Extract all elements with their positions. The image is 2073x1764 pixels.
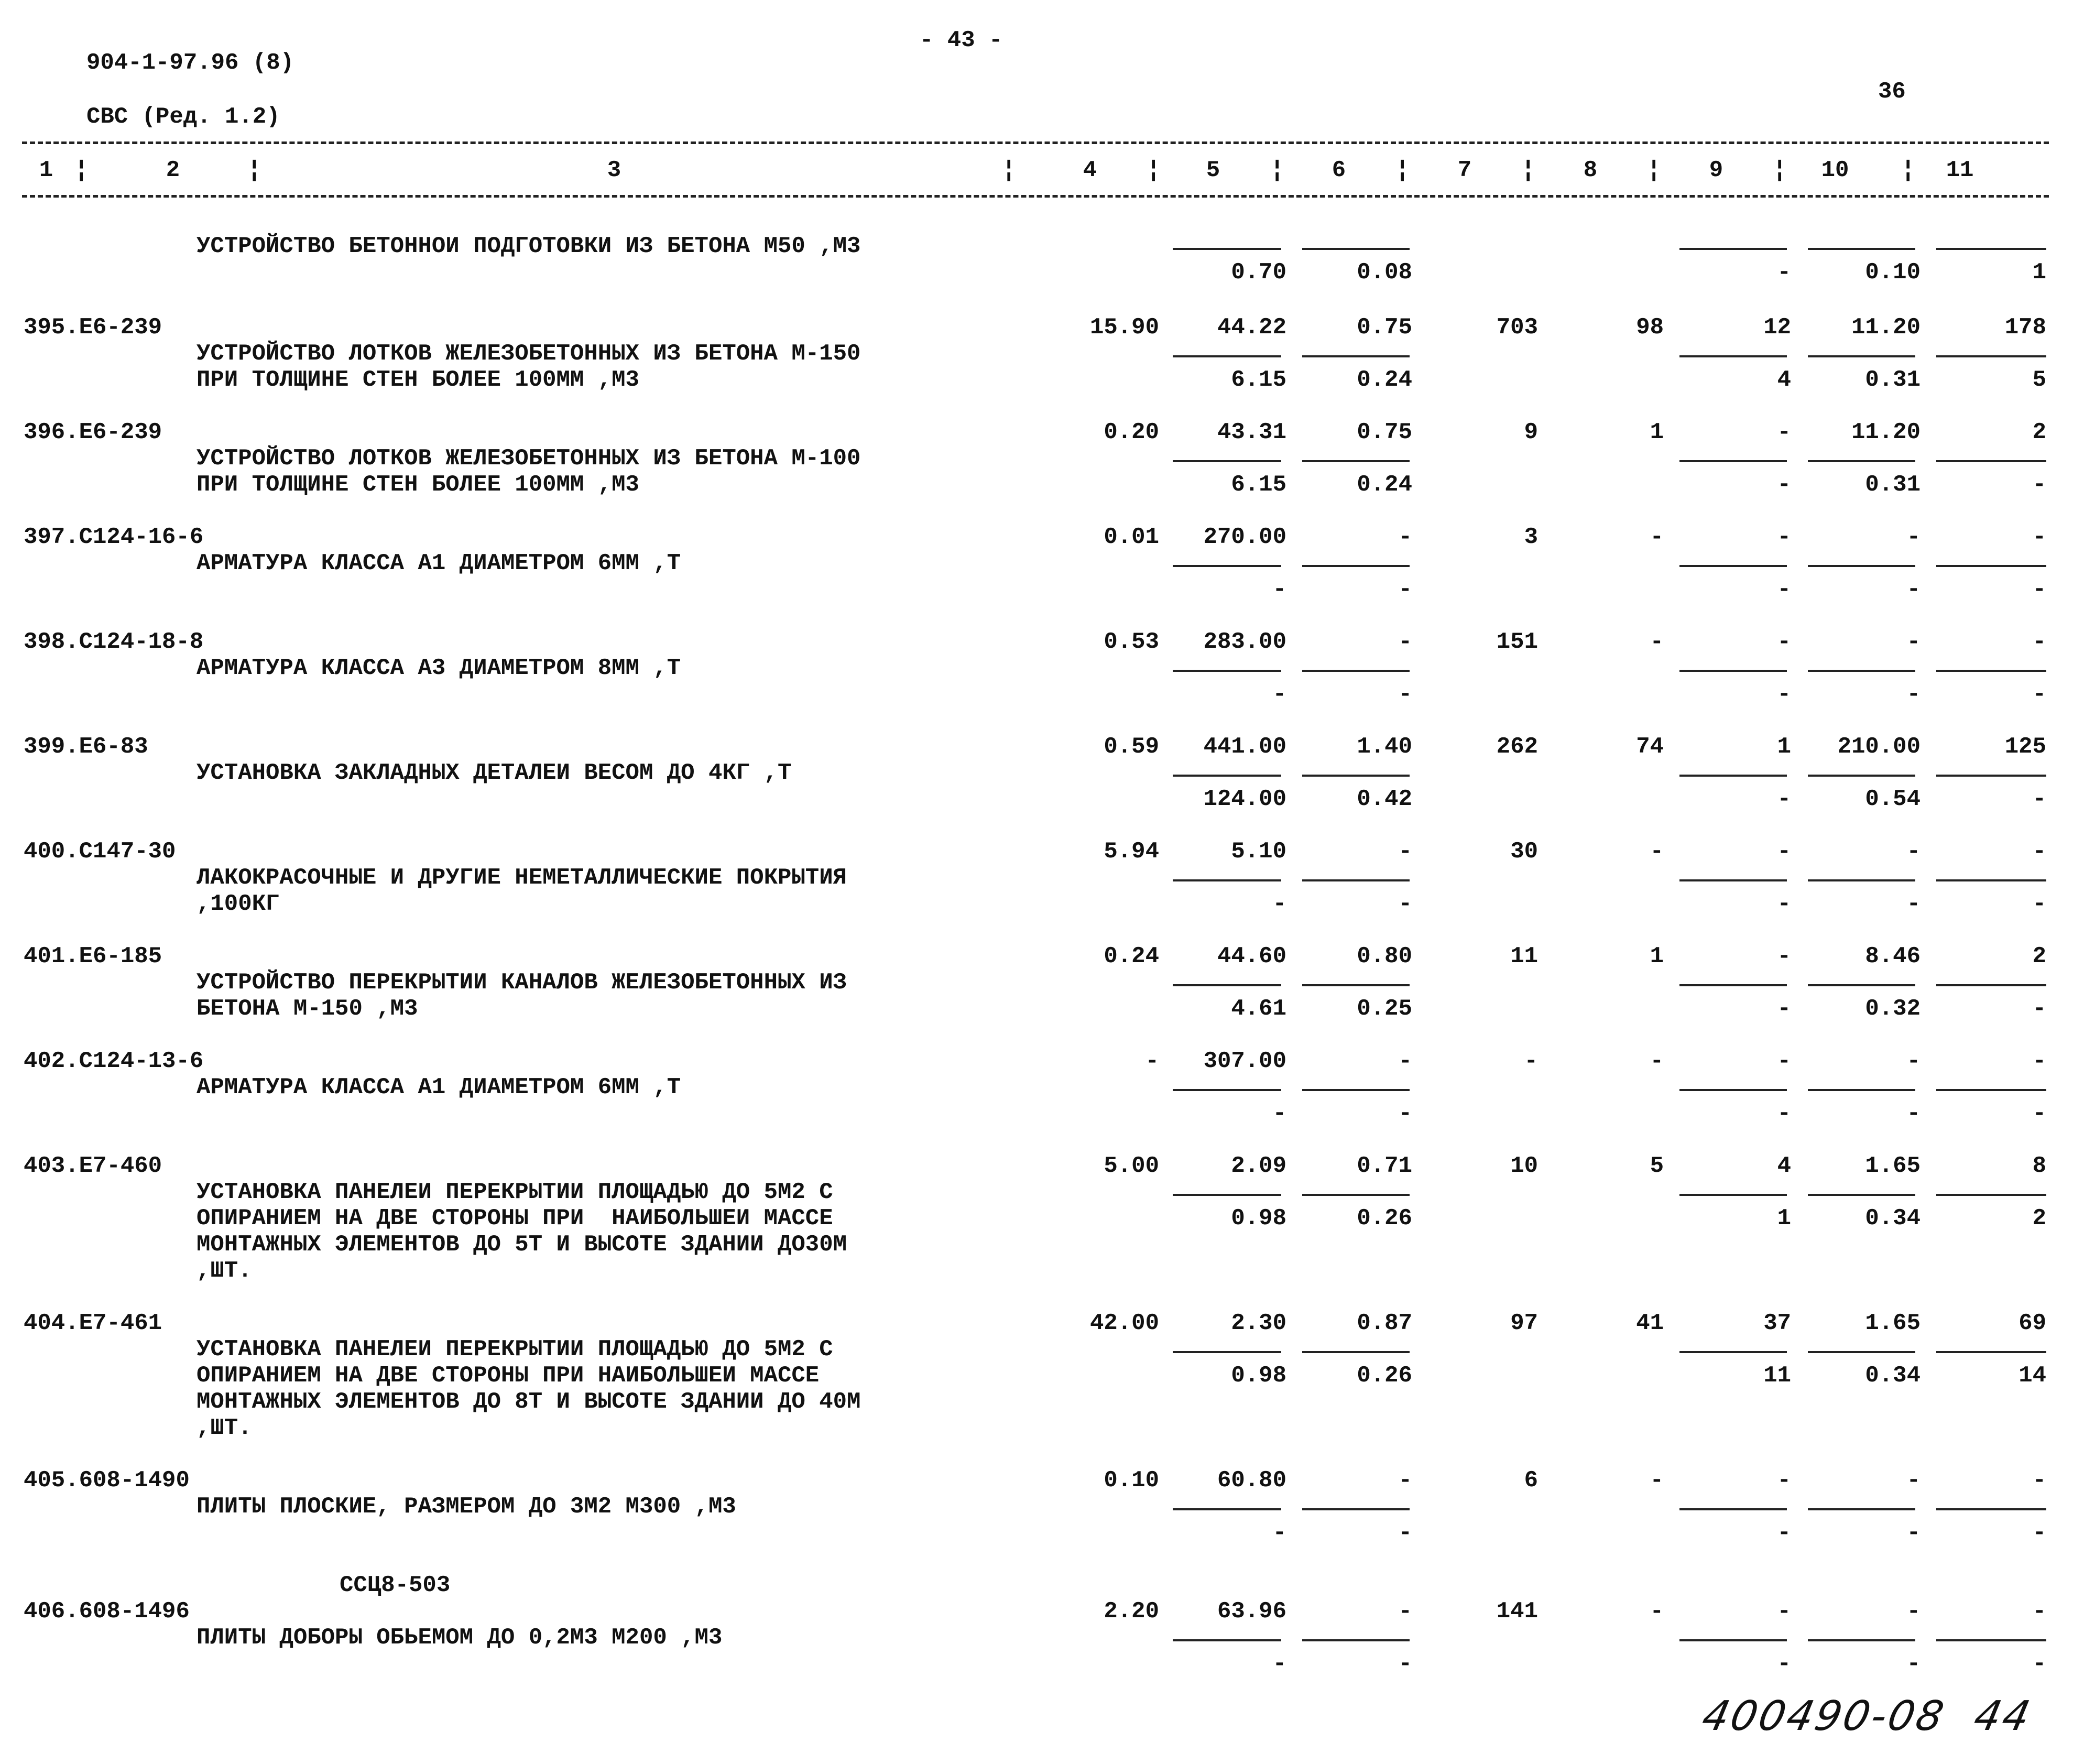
fraction-divider: [1808, 775, 1915, 777]
fraction-divider: [1679, 1194, 1787, 1196]
cell-c6-bottom: 0.26: [1357, 1363, 1412, 1389]
fraction-divider: [1808, 1089, 1915, 1091]
cell-c7-top: 6: [1524, 1467, 1538, 1494]
cell-c5-top: 44.22: [1217, 314, 1286, 341]
column-separator: ¦: [1270, 157, 1284, 183]
cell-c6-top: -: [1398, 1048, 1412, 1074]
cell-c8-top: 1: [1650, 419, 1664, 445]
cell-c8-top: 74: [1636, 734, 1664, 760]
cell-c10-bottom: -: [1906, 1651, 1921, 1677]
cell-c10-bottom: 0.10: [1865, 259, 1921, 286]
cell-c4-top: 42.00: [1089, 1310, 1159, 1336]
cell-c9-bottom: -: [1777, 1101, 1791, 1127]
row-code: 406.608-1496: [24, 1598, 190, 1625]
cell-c4-top: 0.10: [1104, 1467, 1159, 1494]
fraction-divider: [1936, 1508, 2046, 1510]
cell-c6-top: -: [1398, 839, 1412, 865]
cell-c9-bottom: -: [1777, 576, 1791, 603]
cell-c10-bottom: -: [1906, 681, 1921, 707]
column-separator: ¦: [1395, 157, 1410, 183]
cell-c9-top: -: [1777, 629, 1791, 655]
cell-c4-top: 0.59: [1104, 734, 1159, 760]
cell-c11-bottom: -: [2032, 472, 2046, 498]
cell-c6-top: 0.71: [1357, 1153, 1412, 1179]
cell-c8-top: -: [1650, 524, 1664, 550]
cell-c5-bottom: 0.70: [1231, 259, 1286, 286]
fraction-divider: [1302, 355, 1410, 357]
column-separator: ¦: [1901, 157, 1915, 183]
cell-c9-bottom: -: [1777, 259, 1791, 286]
fraction-divider: [1173, 984, 1281, 986]
fraction-divider: [1173, 879, 1281, 881]
fraction-divider: [1808, 879, 1915, 881]
header-bottom-rule: [22, 195, 2049, 198]
cell-c8-top: 98: [1636, 314, 1664, 341]
cell-c8-top: -: [1650, 839, 1664, 865]
cell-c8-top: -: [1650, 1598, 1664, 1625]
cell-c11-bottom: 14: [2019, 1363, 2046, 1389]
cell-c6-top: 0.75: [1357, 314, 1412, 341]
fraction-divider: [1302, 460, 1410, 462]
row-code: 399.Е6-83: [24, 734, 148, 760]
cell-c5-bottom: 124.00: [1203, 786, 1286, 812]
fraction-divider: [1679, 355, 1787, 357]
row-description: УСТРОЙСТВО ЛОТКОВ ЖЕЛЕЗОБЕТОННЫХ ИЗ БЕТОНА М-100: [197, 445, 861, 472]
fraction-divider: [1808, 1351, 1915, 1353]
cell-c9-bottom: 11: [1763, 1363, 1791, 1389]
row-code: 397.С124-16-6: [24, 524, 204, 550]
cell-c7-top: 11: [1510, 943, 1538, 970]
cell-c6-top: -: [1398, 629, 1412, 655]
fraction-divider: [1679, 1639, 1787, 1641]
cell-c10-bottom: 0.54: [1865, 786, 1921, 812]
cell-c7-top: 97: [1510, 1310, 1538, 1336]
cell-c7-top: 9: [1524, 419, 1538, 445]
sheet-number: 36: [1878, 79, 1906, 105]
row-code: 398.С124-18-8: [24, 629, 204, 655]
cell-c5-top: 63.96: [1217, 1598, 1286, 1625]
cell-c6-top: -: [1398, 1467, 1412, 1494]
cell-c6-bottom: 0.24: [1357, 367, 1412, 393]
cell-c9-top: -: [1777, 943, 1791, 970]
row-code: 402.С124-13-6: [24, 1048, 204, 1074]
row-description: ,ШТ.: [197, 1258, 252, 1284]
fraction-divider: [1936, 1351, 2046, 1353]
cell-c5-top: 283.00: [1203, 629, 1286, 655]
fraction-divider: [1808, 460, 1915, 462]
cell-c11-bottom: 5: [2032, 367, 2046, 393]
fraction-divider: [1936, 1639, 2046, 1641]
row-code: 403.Е7-460: [24, 1153, 162, 1179]
cell-c6-bottom: -: [1398, 1101, 1412, 1127]
cell-c7-top: 703: [1496, 314, 1538, 341]
cell-c5-bottom: 0.98: [1231, 1363, 1286, 1389]
cell-c9-top: -: [1777, 839, 1791, 865]
row-description: ,100КГ: [197, 891, 280, 917]
fraction-divider: [1302, 879, 1410, 881]
fraction-divider: [1173, 355, 1281, 357]
row-description: ПЛИТЫ ДОБОРЫ ОБЬЕМОМ ДО 0,2М3 М200 ,М3: [197, 1625, 723, 1651]
row-code: 404.Е7-461: [24, 1310, 162, 1336]
cell-c9-top: -: [1777, 1467, 1791, 1494]
cell-c11-top: 69: [2019, 1310, 2046, 1336]
cell-c5-top: 44.60: [1217, 943, 1286, 970]
fraction-divider: [1302, 1351, 1410, 1353]
cell-c4-top: 5.94: [1104, 839, 1159, 865]
fraction-divider: [1173, 1194, 1281, 1196]
column-header-10: 10: [1821, 157, 1849, 183]
cell-c6-top: -: [1398, 524, 1412, 550]
row-description: ОПИРАНИЕМ НА ДВЕ СТОРОНЫ ПРИ НАИБОЛЬШЕИ МАССЕ: [197, 1363, 820, 1389]
fraction-divider: [1173, 565, 1281, 567]
cell-c5-top: 60.80: [1217, 1467, 1286, 1494]
cell-c5-bottom: 4.61: [1231, 996, 1286, 1022]
row-code: 401.Е6-185: [24, 943, 162, 970]
fraction-divider: [1808, 1639, 1915, 1641]
cell-c11-top: -: [2032, 1467, 2046, 1494]
column-separator: ¦: [1647, 157, 1661, 183]
row-description: МОНТАЖНЫХ ЭЛЕМЕНТОВ ДО 8Т И ВЫСОТЕ ЗДАНИИ ДО 40М: [197, 1389, 861, 1415]
fraction-divider: [1679, 248, 1787, 250]
fraction-divider: [1808, 1194, 1915, 1196]
cell-c7-top: 151: [1496, 629, 1538, 655]
cell-c11-bottom: -: [2032, 1520, 2046, 1546]
cell-c8-top: -: [1650, 1048, 1664, 1074]
fraction-divider: [1679, 775, 1787, 777]
fraction-divider: [1936, 1194, 2046, 1196]
cell-c7-top: 30: [1510, 839, 1538, 865]
cell-c11-top: 2: [2032, 943, 2046, 970]
cell-c4-top: 0.53: [1104, 629, 1159, 655]
doc-code: 904-1-97.96 (8): [86, 50, 294, 76]
cell-c10-top: 1.65: [1865, 1153, 1921, 1179]
cell-c6-bottom: -: [1398, 891, 1412, 917]
header-top-rule: [22, 141, 2049, 144]
cell-c4-top: 2.20: [1104, 1598, 1159, 1625]
cell-c11-bottom: -: [2032, 996, 2046, 1022]
row-description: ОПИРАНИЕМ НА ДВЕ СТОРОНЫ ПРИ НАИБОЛЬШЕИ МАССЕ: [197, 1205, 833, 1232]
fraction-divider: [1302, 248, 1410, 250]
fraction-divider: [1679, 460, 1787, 462]
row-description: УСТАНОВКА ПАНЕЛЕИ ПЕРЕКРЫТИИ ПЛОЩАДЬЮ ДО 5М2 С: [197, 1336, 833, 1363]
cell-c5-bottom: -: [1272, 891, 1286, 917]
column-separator: ¦: [1773, 157, 1787, 183]
row-description: УСТАНОВКА ПАНЕЛЕИ ПЕРЕКРЫТИИ ПЛОЩАДЬЮ ДО 5М2 С: [197, 1179, 833, 1205]
cell-c10-top: 210.00: [1837, 734, 1921, 760]
cell-c10-top: -: [1906, 1467, 1921, 1494]
fraction-divider: [1679, 1351, 1787, 1353]
cell-c10-bottom: 0.34: [1865, 1205, 1921, 1232]
column-separator: ¦: [74, 157, 89, 183]
cell-c8-top: 5: [1650, 1153, 1664, 1179]
fraction-divider: [1302, 670, 1410, 672]
cell-c9-bottom: -: [1777, 1651, 1791, 1677]
cell-c9-bottom: -: [1777, 1520, 1791, 1546]
cell-c11-bottom: 2: [2032, 1205, 2046, 1232]
cell-c10-bottom: 0.34: [1865, 1363, 1921, 1389]
fraction-divider: [1302, 984, 1410, 986]
cell-c6-top: -: [1398, 1598, 1412, 1625]
row-description: АРМАТУРА КЛАССА А1 ДИАМЕТРОМ 6ММ ,Т: [197, 550, 681, 576]
cell-c7-top: 141: [1496, 1598, 1538, 1625]
cell-c10-bottom: -: [1906, 891, 1921, 917]
cell-c9-top: -: [1777, 524, 1791, 550]
cell-c11-bottom: -: [2032, 576, 2046, 603]
cell-c11-top: 8: [2032, 1153, 2046, 1179]
row-code: 395.Е6-239: [24, 314, 162, 341]
cell-c6-bottom: 0.24: [1357, 472, 1412, 498]
cell-c6-bottom: 0.42: [1357, 786, 1412, 812]
cell-c11-bottom: -: [2032, 891, 2046, 917]
cell-c10-bottom: -: [1906, 1520, 1921, 1546]
cell-c6-bottom: -: [1398, 1520, 1412, 1546]
cell-c6-top: 0.75: [1357, 419, 1412, 445]
row-description: МОНТАЖНЫХ ЭЛЕМЕНТОВ ДО 5Т И ВЫСОТЕ ЗДАНИИ ДО30М: [197, 1232, 847, 1258]
cell-c9-top: -: [1777, 419, 1791, 445]
cell-c9-bottom: -: [1777, 996, 1791, 1022]
cell-c8-top: 1: [1650, 943, 1664, 970]
fraction-divider: [1679, 670, 1787, 672]
column-header-2: 2: [166, 157, 180, 183]
row-description: УСТРОЙСТВО БЕТОННОИ ПОДГОТОВКИ ИЗ БЕТОНА М50 ,М3: [197, 233, 861, 259]
fraction-divider: [1302, 775, 1410, 777]
cell-c10-top: 8.46: [1865, 943, 1921, 970]
cell-c6-top: 0.80: [1357, 943, 1412, 970]
column-separator: ¦: [1002, 157, 1016, 183]
row-description: ПРИ ТОЛЩИНЕ СТЕН БОЛЕЕ 100ММ ,М3: [197, 367, 639, 393]
cell-c10-top: 11.20: [1851, 419, 1921, 445]
fraction-divider: [1936, 984, 2046, 986]
row-description: АРМАТУРА КЛАССА А1 ДИАМЕТРОМ 6ММ ,Т: [197, 1074, 681, 1101]
fraction-divider: [1173, 460, 1281, 462]
row-description: ЛАКОКРАСОЧНЫЕ И ДРУГИЕ НЕМЕТАЛЛИЧЕСКИЕ ПОКРЫТИЯ: [197, 865, 847, 891]
cell-c11-bottom: -: [2032, 1651, 2046, 1677]
cell-c6-bottom: 0.25: [1357, 996, 1412, 1022]
column-header-4: 4: [1083, 157, 1097, 183]
cell-c5-top: 441.00: [1203, 734, 1286, 760]
cell-c5-bottom: -: [1272, 576, 1286, 603]
fraction-divider: [1173, 775, 1281, 777]
column-header-5: 5: [1206, 157, 1220, 183]
fraction-divider: [1936, 670, 2046, 672]
fraction-divider: [1302, 1639, 1410, 1641]
fraction-divider: [1808, 1508, 1915, 1510]
fraction-divider: [1679, 1508, 1787, 1510]
handwritten-inventory-stamp: 400490-08 44: [1698, 1693, 2036, 1740]
row-code: 405.608-1490: [24, 1467, 190, 1494]
cell-c10-bottom: 0.32: [1865, 996, 1921, 1022]
page-number: - 43 -: [920, 27, 1003, 53]
row-description: УСТАНОВКА ЗАКЛАДНЫХ ДЕТАЛЕИ ВЕСОМ ДО 4КГ ,Т: [197, 760, 792, 786]
cell-c6-bottom: 0.08: [1357, 259, 1412, 286]
cell-c5-top: 43.31: [1217, 419, 1286, 445]
cell-c10-top: -: [1906, 524, 1921, 550]
cell-c10-top: 1.65: [1865, 1310, 1921, 1336]
cell-c4-top: 5.00: [1104, 1153, 1159, 1179]
cell-c5-bottom: 6.15: [1231, 367, 1286, 393]
fraction-divider: [1302, 565, 1410, 567]
cell-c9-top: 4: [1777, 1153, 1791, 1179]
cell-c6-bottom: 0.26: [1357, 1205, 1412, 1232]
fraction-divider: [1173, 670, 1281, 672]
cell-c11-bottom: -: [2032, 1101, 2046, 1127]
cell-c9-top: -: [1777, 1048, 1791, 1074]
cell-c10-top: -: [1906, 629, 1921, 655]
cell-c10-bottom: -: [1906, 1101, 1921, 1127]
cell-c7-top: 3: [1524, 524, 1538, 550]
cell-c11-top: -: [2032, 629, 2046, 655]
fraction-divider: [1936, 565, 2046, 567]
column-header-3: 3: [607, 157, 621, 183]
cell-c9-bottom: -: [1777, 681, 1791, 707]
fraction-divider: [1302, 1508, 1410, 1510]
cell-c5-bottom: 0.98: [1231, 1205, 1286, 1232]
cell-c11-top: 2: [2032, 419, 2046, 445]
fraction-divider: [1173, 1508, 1281, 1510]
fraction-divider: [1173, 1639, 1281, 1641]
row-code: 396.Е6-239: [24, 419, 162, 445]
cell-c9-bottom: 1: [1777, 1205, 1791, 1232]
cell-c11-bottom: -: [2032, 786, 2046, 812]
row-description: ПРИ ТОЛЩИНЕ СТЕН БОЛЕЕ 100ММ ,М3: [197, 472, 639, 498]
row-description: УСТРОЙСТВО ПЕРЕКРЫТИИ КАНАЛОВ ЖЕЛЕЗОБЕТОННЫХ ИЗ: [197, 970, 847, 996]
cell-c5-bottom: -: [1272, 1651, 1286, 1677]
fraction-divider: [1302, 1089, 1410, 1091]
fraction-divider: [1679, 879, 1787, 881]
cell-c9-bottom: 4: [1777, 367, 1791, 393]
fraction-divider: [1173, 1351, 1281, 1353]
fraction-divider: [1936, 460, 2046, 462]
cell-c11-top: -: [2032, 524, 2046, 550]
cell-c5-top: 2.09: [1231, 1153, 1286, 1179]
cell-c11-top: 125: [2004, 734, 2046, 760]
fraction-divider: [1808, 355, 1915, 357]
fraction-divider: [1173, 248, 1281, 250]
column-header-8: 8: [1583, 157, 1598, 183]
cell-c9-top: -: [1777, 1598, 1791, 1625]
row-description: УСТРОЙСТВО ЛОТКОВ ЖЕЛЕЗОБЕТОННЫХ ИЗ БЕТОНА М-150: [197, 341, 861, 367]
fraction-divider: [1808, 984, 1915, 986]
cell-c5-top: 270.00: [1203, 524, 1286, 550]
fraction-divider: [1808, 565, 1915, 567]
cell-c8-top: -: [1650, 1467, 1664, 1494]
column-header-9: 9: [1709, 157, 1723, 183]
cell-c4-top: -: [1145, 1048, 1159, 1074]
cell-c5-bottom: -: [1272, 681, 1286, 707]
fraction-divider: [1936, 355, 2046, 357]
fraction-divider: [1936, 879, 2046, 881]
fraction-divider: [1808, 248, 1915, 250]
cell-c6-top: 1.40: [1357, 734, 1412, 760]
cell-c6-top: 0.87: [1357, 1310, 1412, 1336]
cell-c9-bottom: -: [1777, 472, 1791, 498]
cell-c10-top: -: [1906, 839, 1921, 865]
cell-c11-top: -: [2032, 1048, 2046, 1074]
fraction-divider: [1679, 984, 1787, 986]
fraction-divider: [1936, 248, 2046, 250]
cell-c10-top: -: [1906, 1048, 1921, 1074]
cell-c5-bottom: -: [1272, 1101, 1286, 1127]
program-version: СВС (Ред. 1.2): [86, 104, 280, 130]
cell-c9-top: 1: [1777, 734, 1791, 760]
rate-reference-note: ССЦ8-503: [340, 1572, 451, 1598]
cell-c4-top: 0.01: [1104, 524, 1159, 550]
cell-c10-bottom: -: [1906, 576, 1921, 603]
row-description: ПЛИТЫ ПЛОСКИЕ, РАЗМЕРОМ ДО 3М2 М300 ,М3: [197, 1494, 736, 1520]
cell-c11-bottom: -: [2032, 681, 2046, 707]
fraction-divider: [1679, 565, 1787, 567]
cell-c10-bottom: 0.31: [1865, 472, 1921, 498]
cell-c5-bottom: -: [1272, 1520, 1286, 1546]
cell-c11-top: 178: [2004, 314, 2046, 341]
row-description: ,ШТ.: [197, 1415, 252, 1441]
cell-c7-top: 262: [1496, 734, 1538, 760]
cell-c9-top: 37: [1763, 1310, 1791, 1336]
fraction-divider: [1936, 1089, 2046, 1091]
cell-c6-bottom: -: [1398, 1651, 1412, 1677]
fraction-divider: [1679, 1089, 1787, 1091]
cell-c9-bottom: -: [1777, 891, 1791, 917]
cell-c9-bottom: -: [1777, 786, 1791, 812]
cell-c4-top: 15.90: [1089, 314, 1159, 341]
cell-c7-top: -: [1524, 1048, 1538, 1074]
cell-c5-top: 307.00: [1203, 1048, 1286, 1074]
cell-c10-bottom: 0.31: [1865, 367, 1921, 393]
column-separator: ¦: [247, 157, 261, 183]
cell-c8-top: -: [1650, 629, 1664, 655]
row-description: БЕТОНА М-150 ,М3: [197, 996, 418, 1022]
cell-c6-bottom: -: [1398, 576, 1412, 603]
cell-c4-top: 0.20: [1104, 419, 1159, 445]
fraction-divider: [1173, 1089, 1281, 1091]
cell-c5-top: 5.10: [1231, 839, 1286, 865]
column-separator: ¦: [1521, 157, 1535, 183]
column-header-6: 6: [1332, 157, 1346, 183]
fraction-divider: [1302, 1194, 1410, 1196]
column-header-7: 7: [1457, 157, 1472, 183]
column-header-1: 1: [39, 157, 53, 183]
cell-c11-top: -: [2032, 1598, 2046, 1625]
cell-c10-top: -: [1906, 1598, 1921, 1625]
row-description: АРМАТУРА КЛАССА А3 ДИАМЕТРОМ 8ММ ,Т: [197, 655, 681, 681]
column-header-11: 11: [1946, 157, 1974, 183]
cell-c5-top: 2.30: [1231, 1310, 1286, 1336]
column-separator: ¦: [1147, 157, 1161, 183]
cell-c10-top: 11.20: [1851, 314, 1921, 341]
cell-c7-top: 10: [1510, 1153, 1538, 1179]
cell-c11-bottom: 1: [2032, 259, 2046, 286]
cell-c5-bottom: 6.15: [1231, 472, 1286, 498]
cell-c9-top: 12: [1763, 314, 1791, 341]
row-code: 400.С147-30: [24, 839, 176, 865]
cell-c11-top: -: [2032, 839, 2046, 865]
fraction-divider: [1936, 775, 2046, 777]
fraction-divider: [1808, 670, 1915, 672]
cell-c6-bottom: -: [1398, 681, 1412, 707]
cell-c4-top: 0.24: [1104, 943, 1159, 970]
cell-c8-top: 41: [1636, 1310, 1664, 1336]
